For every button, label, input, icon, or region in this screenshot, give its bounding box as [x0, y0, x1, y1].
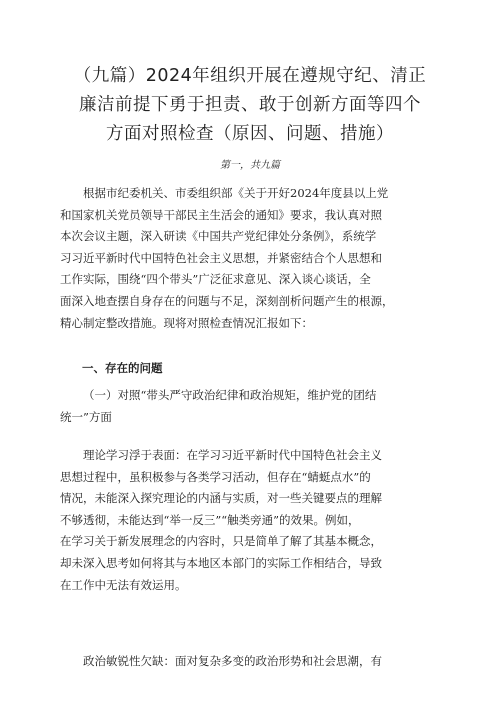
paragraph-line: 在学习关于新发展理念的内容时，只是简单了解了其基本概念，: [60, 534, 382, 549]
paragraph-line: 工作实际，围绕“四个带头”广泛征求意见、深入谈心谈话，全: [60, 272, 371, 287]
subheading-line: （一）对照“带头严守政治纪律和政治规矩，维护党的团结: [83, 388, 377, 402]
title-line: 方面对照检查（原因、问题、措施）: [106, 124, 394, 144]
document-subtitle: 第一，共九篇: [220, 160, 280, 171]
subsection-heading: [60, 384, 445, 428]
paragraph-line: 在工作中无法有效运用。: [60, 577, 187, 592]
paragraph-line: 习习近平新时代中国特色社会主义思想，并紧密结合个人思想和: [60, 250, 382, 265]
paragraph-line: 思想过程中，虽积极参与各类学习活动，但存在“蜻蜓点水”的: [60, 469, 371, 484]
intro-paragraph: [60, 183, 445, 334]
title-line: 廉洁前提下勇于担责、敢于创新方面等四个: [79, 95, 421, 115]
paragraph-line: 精心制定整改措施。现将对照检查情况汇报如下：: [60, 315, 313, 330]
paragraph-line: 本次会议主题，深入研读《中国共产党纪律处分条例》，系统学: [60, 229, 377, 244]
section-heading: 一、存在的问题: [82, 361, 163, 375]
paragraph-line: 理论学习浮于表面：在学习习近平新时代中国特色社会主义: [83, 448, 382, 462]
paragraph-line: 却未深入思考如何将其与本地区本部门的实际工作相结合，导致: [60, 555, 382, 570]
paragraph-line: 根据市纪委机关、市委组织部《关于开好2024年度县以上党: [83, 186, 389, 200]
body-paragraph: [60, 445, 445, 596]
paragraph-line: 情况，未能深入探究理论的内涵与实质，对一些关键要点的理解: [60, 491, 382, 506]
paragraph-line: 面深入地查摆自身存在的问题与不足，深刻剖析问题产生的根源，: [60, 293, 394, 308]
title-line: （九篇）2024年组织开展在遵规守纪、清正: [73, 66, 427, 86]
paragraph-line: 不够透彻，未能达到“举一反三”“触类旁通”的效果。例如，: [60, 512, 360, 527]
body-paragraph: [60, 651, 445, 673]
paragraph-line: 和国家机关党员领导干部民主生活会的通知》要求，我认真对照: [60, 207, 382, 222]
subheading-line: 统一”方面: [60, 410, 112, 424]
document-title: [40, 62, 460, 149]
paragraph-line: 政治敏锐性欠缺：面对复杂多变的政治形势和社会思潮，有: [83, 654, 382, 668]
